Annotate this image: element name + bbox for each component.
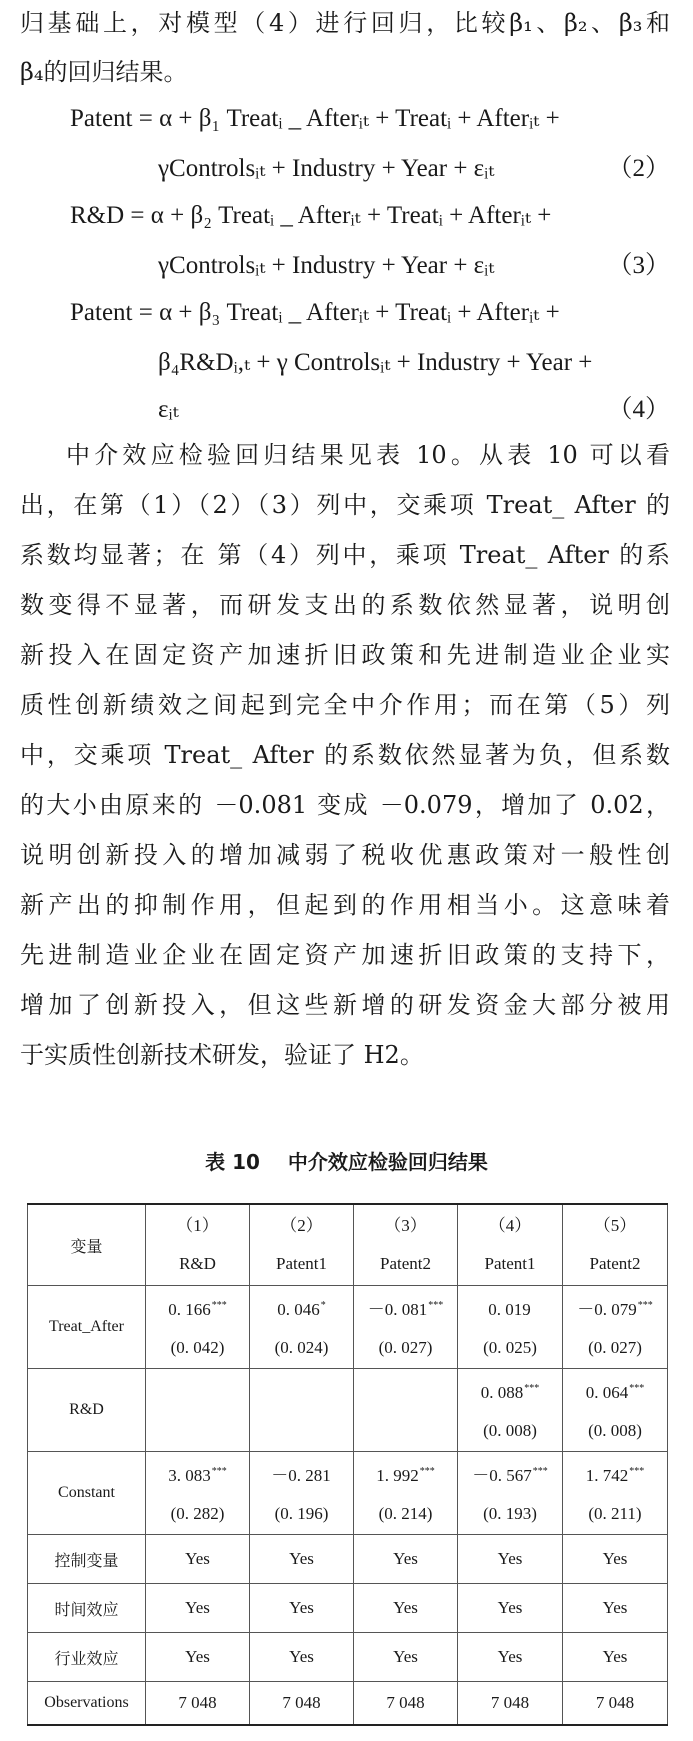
coefficient: 0. 088 xyxy=(480,1383,524,1402)
table-cell: 7 048 xyxy=(146,1682,250,1726)
table-cell: Yes xyxy=(458,1535,563,1584)
equation-3-line-2: γControlsᵢₜ + Industry + Year + εᵢₜ xyxy=(158,252,495,279)
equation-4-number: （4） xyxy=(607,396,670,423)
intro-line-1: 归基础上，对模型（4）进行回归，比较β₁、β₂、β₃和 xyxy=(20,9,670,37)
standard-error: (0. 027) xyxy=(588,1338,642,1357)
header-col-1 xyxy=(146,1204,250,1286)
table-cell: Yes xyxy=(146,1633,250,1682)
table-cell: Yes xyxy=(250,1535,354,1584)
body-line-1: 中介效应检验回归结果见表 10。从表 10 可以看 xyxy=(66,441,670,469)
col-3-name: Patent2 xyxy=(380,1254,431,1273)
standard-error: (0. 282) xyxy=(170,1504,225,1523)
table-cell: 7 048 xyxy=(458,1682,563,1726)
coefficient: 0. 166 xyxy=(168,1300,211,1319)
significance-stars: *** xyxy=(419,1466,435,1477)
col-1-number: （1） xyxy=(176,1216,219,1235)
table-cell: 7 048 xyxy=(563,1682,668,1726)
coefficient: －0. 281 xyxy=(271,1466,331,1485)
header-col-4 xyxy=(458,1204,563,1286)
table-cell xyxy=(250,1369,354,1452)
significance-stars: *** xyxy=(629,1383,645,1394)
table-cell xyxy=(458,1369,563,1452)
equation-2-line-2: γControlsᵢₜ + Industry + Year + εᵢₜ xyxy=(158,155,495,182)
table-cell xyxy=(458,1286,563,1369)
col-5-number: （5） xyxy=(593,1216,637,1235)
standard-error: (0. 196) xyxy=(274,1504,329,1523)
regression-table xyxy=(27,1203,668,1726)
standard-error: (0. 214) xyxy=(378,1504,433,1523)
standard-error: (0. 008) xyxy=(588,1421,642,1440)
table-caption: 表 10 中介效应检验回归结果 xyxy=(205,1150,488,1174)
row-label-rd: R&D xyxy=(28,1369,146,1452)
col-2-name: Patent1 xyxy=(276,1254,327,1273)
significance-stars: *** xyxy=(532,1466,548,1477)
row-label-time-effect: 时间效应 xyxy=(28,1584,146,1633)
table-cell xyxy=(250,1286,354,1369)
table-cell xyxy=(146,1452,250,1535)
col-4-number: （4） xyxy=(488,1216,532,1235)
equation-4-line-3: εᵢₜ xyxy=(158,396,179,423)
table-row-industry-effect xyxy=(28,1633,668,1682)
body-line-2: 出，在第（1）（2）（3）列中，交乘项 Treat_ After 的 xyxy=(20,491,670,519)
row-label-observations: Observations xyxy=(28,1682,146,1726)
table-cell xyxy=(458,1452,563,1535)
table-cell xyxy=(146,1369,250,1452)
col-3-number: （3） xyxy=(384,1216,427,1235)
body-line-11: 先进制造业企业在固定资产加速折旧政策的支持下， xyxy=(20,941,670,969)
standard-error: (0. 042) xyxy=(170,1338,225,1357)
coefficient: 0. 064 xyxy=(585,1383,629,1402)
standard-error: (0. 024) xyxy=(274,1338,329,1357)
table-cell: Yes xyxy=(146,1535,250,1584)
equation-4-line-1: Patent = α + β₃ Treatᵢ _ Afterᵢₜ + Treatᵢ + Afterᵢₜ + xyxy=(70,299,560,326)
coefficient: －0. 079 xyxy=(577,1300,637,1319)
coefficient: －0. 081 xyxy=(367,1300,428,1319)
significance-stars: *** xyxy=(524,1383,540,1394)
col-5-name: Patent2 xyxy=(589,1254,641,1273)
significance-stars: *** xyxy=(637,1300,653,1311)
equation-4-line-2: β₄R&Dᵢ,ₜ + γ Controlsᵢₜ + Industry + Year + xyxy=(158,349,593,376)
intro-line-2: β₄的回归结果。 xyxy=(20,58,188,86)
col-4-name: Patent1 xyxy=(484,1254,536,1273)
equation-3-number: （3） xyxy=(607,252,670,279)
table-cell xyxy=(563,1286,668,1369)
table-row-treat-after xyxy=(28,1286,668,1369)
table-cell: Yes xyxy=(458,1633,563,1682)
table-cell xyxy=(354,1452,458,1535)
header-col-2 xyxy=(250,1204,354,1286)
table-cell: Yes xyxy=(250,1633,354,1682)
table-cell: Yes xyxy=(563,1633,668,1682)
body-line-5: 新投入在固定资产加速折旧政策和先进制造业企业实 xyxy=(20,641,670,669)
body-line-13: 于实质性创新技术研发，验证了 H2。 xyxy=(20,1041,424,1069)
equation-2-number: （2） xyxy=(607,155,670,182)
table-header-row xyxy=(28,1204,668,1286)
table-cell: 7 048 xyxy=(354,1682,458,1726)
body-line-8: 的大小由原来的 －0.081 变成 －0.079，增加了 0.02， xyxy=(20,791,670,819)
table-cell xyxy=(250,1452,354,1535)
header-col-5 xyxy=(563,1204,668,1286)
row-label-treat-after: Treat_After xyxy=(28,1286,146,1369)
body-line-3: 系数均显著；在 第（4）列中，乘项 Treat_ After 的系 xyxy=(20,541,670,569)
equation-3-line-1: R&D = α + β₂ Treatᵢ _ Afterᵢₜ + Treatᵢ + Afterᵢₜ + xyxy=(70,202,552,229)
coefficient: 3. 083 xyxy=(168,1466,211,1485)
standard-error: (0. 027) xyxy=(378,1338,433,1357)
standard-error: (0. 025) xyxy=(483,1338,537,1357)
coefficient: 1. 742 xyxy=(585,1466,629,1485)
coefficient: 1. 992 xyxy=(376,1466,419,1485)
table-row-time-effect xyxy=(28,1584,668,1633)
coefficient: 0. 019 xyxy=(488,1300,531,1319)
coefficient: －0. 567 xyxy=(472,1466,532,1485)
significance-stars: *** xyxy=(211,1300,227,1311)
significance-stars: *** xyxy=(428,1300,444,1311)
table-row-rd xyxy=(28,1369,668,1452)
table-cell: Yes xyxy=(354,1535,458,1584)
table-cell: Yes xyxy=(458,1584,563,1633)
table-row-observations xyxy=(28,1682,668,1726)
body-line-10: 新产出的抑制作用，但起到的作用相当小。这意味着 xyxy=(20,891,670,919)
body-line-7: 中，交乘项 Treat_ After 的系数依然显著为负，但系数 xyxy=(20,741,670,769)
table-cell xyxy=(354,1369,458,1452)
significance-stars: *** xyxy=(211,1466,227,1477)
row-label-controls: 控制变量 xyxy=(28,1535,146,1584)
table-row-controls xyxy=(28,1535,668,1584)
body-line-12: 增加了创新投入，但这些新增的研发资金大部分被用 xyxy=(20,991,670,1019)
standard-error: (0. 211) xyxy=(588,1504,642,1523)
standard-error: (0. 008) xyxy=(483,1421,537,1440)
table-cell xyxy=(563,1369,668,1452)
table-cell xyxy=(354,1286,458,1369)
significance-stars: * xyxy=(320,1300,326,1311)
body-line-9: 说明创新投入的增加减弱了税收优惠政策对一般性创 xyxy=(20,841,670,869)
table-cell: 7 048 xyxy=(250,1682,354,1726)
body-line-6: 质性创新绩效之间起到完全中介作用；而在第（5）列 xyxy=(20,691,670,719)
row-label-industry-effect: 行业效应 xyxy=(28,1633,146,1682)
header-variable-label: 变量 xyxy=(28,1204,146,1286)
table-row-constant xyxy=(28,1452,668,1535)
table-cell: Yes xyxy=(250,1584,354,1633)
table-cell: Yes xyxy=(146,1584,250,1633)
table-cell: Yes xyxy=(354,1633,458,1682)
table-cell: Yes xyxy=(563,1535,668,1584)
table-cell: Yes xyxy=(563,1584,668,1633)
equation-2-line-1: Patent = α + β₁ Treatᵢ _ Afterᵢₜ + Treatᵢ + Afterᵢₜ + xyxy=(70,105,560,132)
table-cell xyxy=(563,1452,668,1535)
row-label-constant: Constant xyxy=(28,1452,146,1535)
significance-stars: *** xyxy=(629,1466,645,1477)
header-col-3 xyxy=(354,1204,458,1286)
table-cell: Yes xyxy=(354,1584,458,1633)
body-line-4: 数变得不显著，而研发支出的系数依然显著，说明创 xyxy=(20,591,670,619)
table-cell xyxy=(146,1286,250,1369)
col-2-number: （2） xyxy=(280,1216,323,1235)
coefficient: 0. 046 xyxy=(277,1300,320,1319)
col-1-name: R&D xyxy=(179,1254,216,1273)
standard-error: (0. 193) xyxy=(483,1504,537,1523)
